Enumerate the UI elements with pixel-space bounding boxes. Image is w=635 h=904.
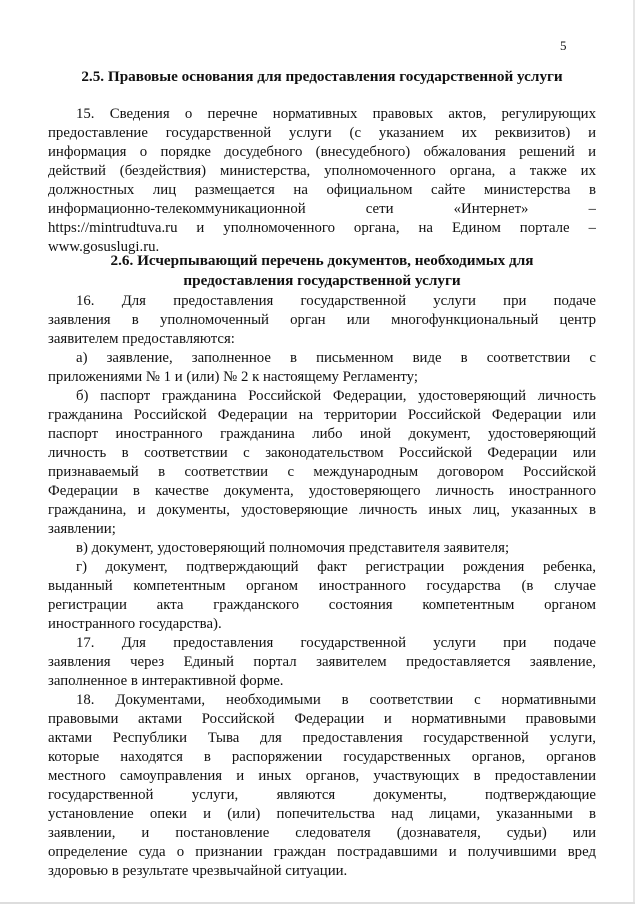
paragraph-line: действий (бездействия) министерства, уполномоченного органа, а также их xyxy=(48,163,596,179)
paragraph-line: заявлении; xyxy=(48,521,116,537)
paragraph-line: иностранного государства). xyxy=(48,616,222,632)
paragraph-line: заявителем предоставляются: xyxy=(48,331,235,347)
paragraph-line: https://mintrudtuva.ru и уполномоченного органа, на Едином портале – xyxy=(48,220,596,236)
paragraph-line: определение суда о признании граждан пострадавшими и получившими вред xyxy=(48,844,596,860)
paragraph-line: которые находятся в распоряжении государственных органов, органов xyxy=(48,749,596,765)
paragraph-line: должностных лиц размещается на официальном сайте министерства в xyxy=(48,182,596,198)
paragraph-line: личность в соответствии с законодательством Российской Федерации или xyxy=(48,445,596,461)
paragraph-line: регистрации акта гражданского состояния компетентным органом xyxy=(48,597,596,613)
paragraph-line: г) документ, подтверждающий факт регистрации рождения ребенка, xyxy=(76,559,596,575)
paragraph-line: б) паспорт гражданина Российской Федерации, удостоверяющий личность xyxy=(76,388,596,404)
paragraph-line: государственной услуги, являются документы, подтверждающие xyxy=(48,787,596,803)
paragraph-line: www.gosuslugi.ru. xyxy=(48,239,160,255)
paragraph-line: установление опеки и (или) попечительства над лицами, указанными в xyxy=(48,806,596,822)
paragraph-line: выданный компетентным органом иностранного государства (в случае xyxy=(48,578,596,594)
paragraph-line: актами Республики Тыва для предоставления государственной услуги, xyxy=(48,730,596,746)
paragraph-line: паспорт иностранного гражданина либо иной документ, удостоверяющий xyxy=(48,426,596,442)
page-number: 5 xyxy=(560,38,567,53)
paragraph-line: Федерации в качестве документа, удостоверяющего личность иностранного xyxy=(48,483,596,499)
paragraph-line: заявления в уполномоченный орган или многофункциональный центр xyxy=(48,312,596,328)
section-2-6-heading-line-2: предоставления государственной услуги xyxy=(183,272,461,289)
paragraph-line: а) заявление, заполненное в письменном виде в соответствии с xyxy=(76,350,596,366)
paragraph-line: признаваемый в соответствии с международным договором Российской xyxy=(48,464,596,480)
paragraph-line: 18. Документами, необходимыми в соответствии с нормативными xyxy=(76,692,596,708)
paragraph-line: приложениями № 1 и (или) № 2 к настоящему Регламенту; xyxy=(48,369,418,385)
section-2-6-heading xyxy=(48,251,596,291)
section-2-5-heading: 2.5. Правовые основания для предоставления государственной услуги xyxy=(81,68,563,85)
paragraph-line: заявлении, и постановление следователя (дознавателя, судьи) или xyxy=(48,825,596,841)
paragraph-line: заполненное в интерактивной форме. xyxy=(48,673,284,689)
paragraph-line: 16. Для предоставления государственной услуги при подаче xyxy=(76,293,596,309)
paragraph-line: правовыми актами Российской Федерации и нормативными правовыми xyxy=(48,711,596,727)
paragraph-line: в) документ, удостоверяющий полномочия представителя заявителя; xyxy=(76,540,510,556)
paragraph-line: здоровью в результате чрезвычайной ситуации. xyxy=(48,863,348,879)
paragraph-line: предоставление государственной услуги (с указанием их реквизитов) и xyxy=(48,125,596,141)
paragraph-line: местного самоуправления и иных органов, участвующих в предоставлении xyxy=(48,768,596,784)
paragraph-line: заявления через Единый портал заявителем предоставляется заявление, xyxy=(48,654,596,670)
section-2-6-heading-line-1: 2.6. Исчерпывающий перечень документов, необходимых для xyxy=(110,252,534,269)
paragraph-line: гражданина Российской Федерации на территории Российской Федерации или xyxy=(48,407,596,423)
paragraph-line: гражданина, и документы, удостоверяющие личность иных лиц, указанных в xyxy=(48,502,596,518)
paragraph-line: 17. Для предоставления государственной услуги при подаче xyxy=(76,635,596,651)
paragraph-line: 15. Сведения о перечне нормативных правовых актов, регулирующих xyxy=(76,106,596,122)
paragraph-line: информация о порядке досудебного (внесудебного) обжалования решений и xyxy=(48,144,596,160)
paragraph-line: информационно-телекоммуникационной сети «Интернет» – xyxy=(48,201,596,217)
